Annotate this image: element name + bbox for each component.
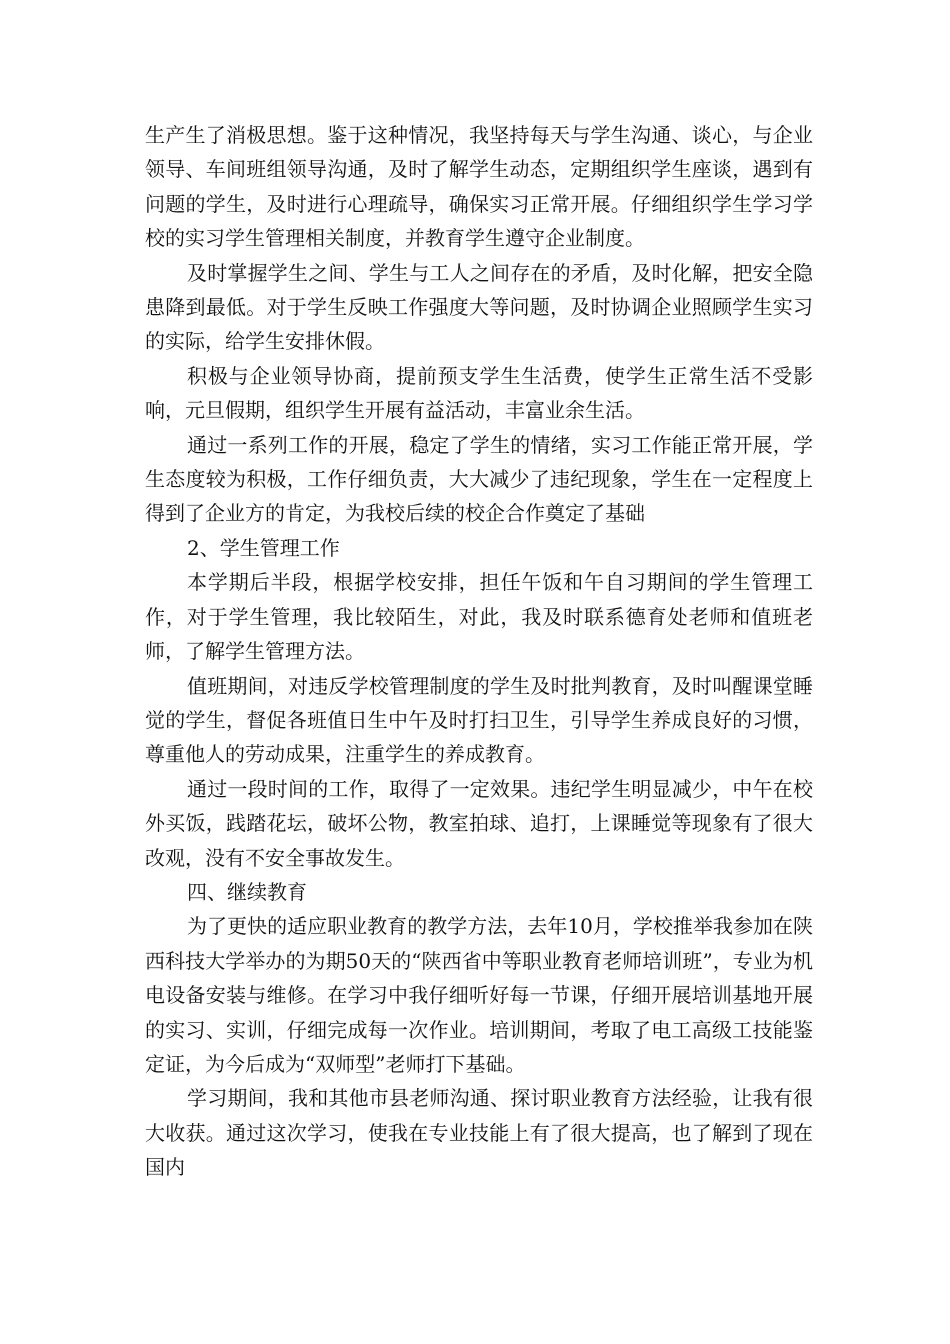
paragraph: 本学期后半段，根据学校安排，担任午饭和午自习期间的学生管理工作，对于学生管理，我比较陌生，对此，我及时联系德育处老师和值班老师，了解学生管理方法。	[145, 570, 813, 664]
paragraph: 值班期间，对违反学校管理制度的学生及时批判教育，及时叫醒课堂睡觉的学生，督促各班值日生中午及时打扫卫生，引导学生养成良好的习惯，尊重他人的劳动成果，注重学生的养成教育。	[145, 673, 813, 767]
paragraph: 积极与企业领导协商，提前预支学生生活费，使学生正常生活不受影响，元旦假期，组织学生开展有益活动，丰富业余生活。	[145, 363, 813, 423]
section-heading-student-management: 2、学生管理工作	[187, 535, 340, 560]
paragraph: 及时掌握学生之间、学生与工人之间存在的矛盾，及时化解，把安全隐患降到最低。对于学生反映工作强度大等问题，及时协调企业照顾学生实习的实际，给学生安排休假。	[145, 260, 813, 354]
paragraph-continuation: 生产生了消极思想。鉴于这种情况，我坚持每天与学生沟通、谈心，与企业领导、车间班组领导沟通，及时了解学生动态，定期组织学生座谈，遇到有问题的学生，及时进行心理疏导，确保实习正常开展。仔细组织学生学习学校的实习学生管理相关制度，并教育学生遵守企业制度。	[145, 123, 813, 251]
paragraph: 通过一系列工作的开展，稳定了学生的情绪，实习工作能正常开展，学生态度较为积极，工作仔细负责，大大减少了违纪现象，学生在一定程度上得到了企业方的肯定，为我校后续的校企合作奠定了基础	[145, 432, 813, 526]
paragraph: 通过一段时间的工作，取得了一定效果。违纪学生明显减少，中午在校外买饭，践踏花坛，破坏公物，教室拍球、追打，上课睡觉等现象有了很大改观，没有不安全事故发生。	[145, 776, 813, 870]
document-body	[145, 118, 813, 1185]
paragraph: 为了更快的适应职业教育的教学方法，去年10月，学校推举我参加在陕西科技大学举办的为期50天的“陕西省中等职业教育老师培训班”，专业为机电设备安装与维修。在学习中我仔细听好每一节课，仔细开展培训基地开展的实习、实训，仔细完成每一次作业。培训期间，考取了电工高级工技能鉴定证，为今后成为“双师型”老师打下基础。	[145, 914, 813, 1076]
paragraph: 学习期间，我和其他市县老师沟通、探讨职业教育方法经验，让我有很大收获。通过这次学习，使我在专业技能上有了很大提高，也了解到了现在国内	[145, 1086, 813, 1180]
section-heading-continuing-education: 四、继续教育	[187, 879, 307, 904]
